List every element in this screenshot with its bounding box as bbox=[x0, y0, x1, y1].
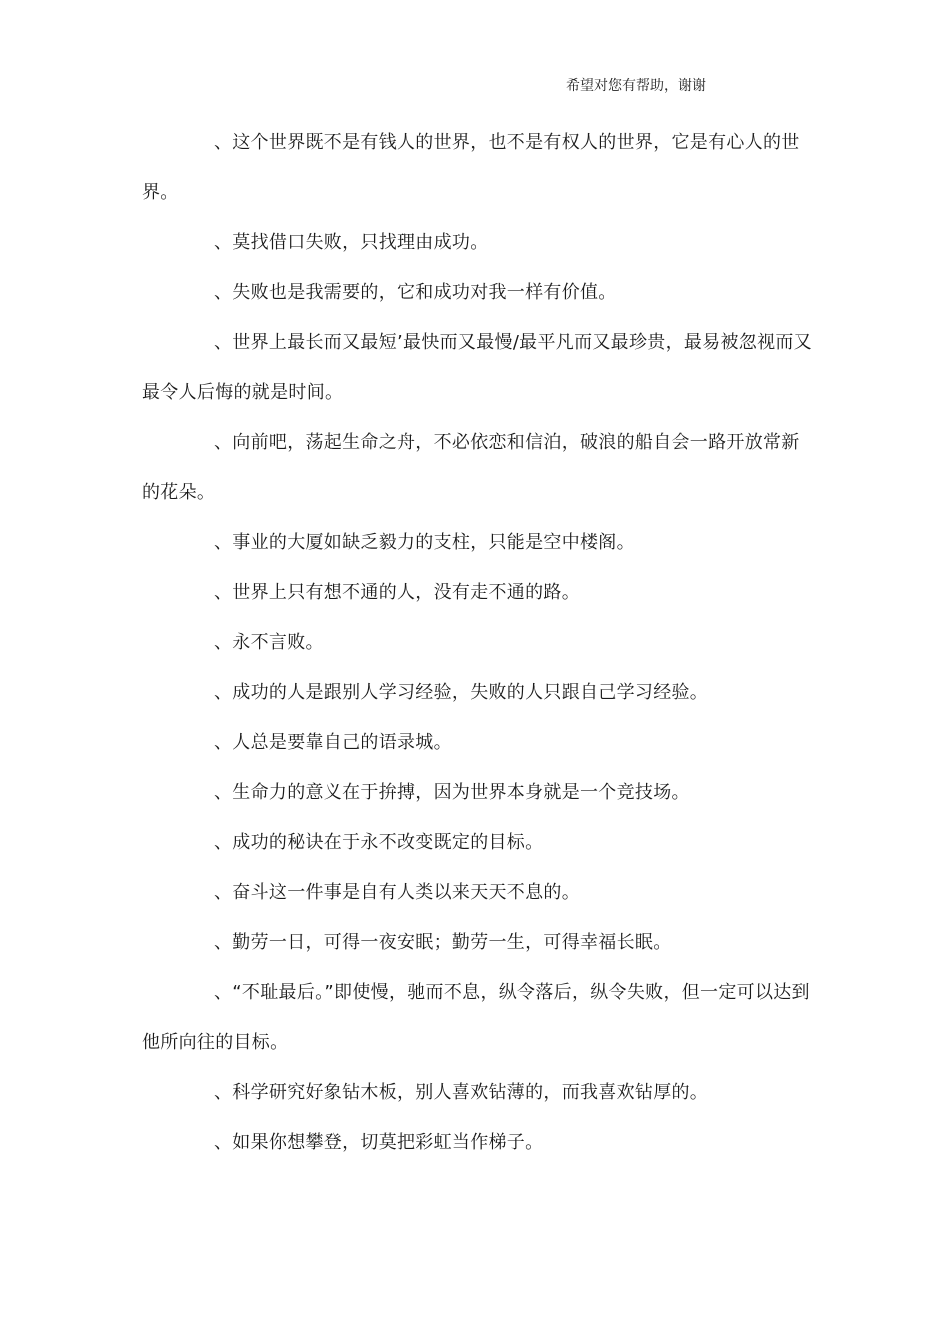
quote-paragraph: 、人总是要靠自己的语录城。 bbox=[214, 732, 452, 753]
quote-paragraph: 、勤劳一日，可得一夜安眠；勤劳一生，可得幸福长眠。 bbox=[214, 932, 672, 953]
quote-paragraph: 、失败也是我需要的，它和成功对我一样有价值。 bbox=[214, 282, 617, 303]
quote-paragraph: 、向前吧，荡起生命之舟，不必依恋和信泊，破浪的船自会一路开放常新的花朵。 bbox=[142, 432, 800, 503]
quote-paragraph: 、事业的大厦如缺乏毅力的支柱，只能是空中楼阁。 bbox=[214, 532, 635, 553]
quote-paragraph: 、生命力的意义在于拚搏，因为世界本身就是一个竞技场。 bbox=[214, 782, 690, 803]
quote-paragraph: 、如果你想攀登，切莫把彩虹当作梯子。 bbox=[214, 1132, 544, 1153]
quote-paragraph: 、科学研究好象钻木板，别人喜欢钻薄的，而我喜欢钻厚的。 bbox=[214, 1082, 709, 1103]
header-note: 希望对您有帮助，谢谢 bbox=[566, 78, 706, 94]
quote-paragraph: 、这个世界既不是有钱人的世界，也不是有权人的世界，它是有心人的世界。 bbox=[142, 132, 800, 203]
quote-paragraph: 、奋斗这一件事是自有人类以来天天不息的。 bbox=[214, 882, 580, 903]
quote-paragraph: 、成功的秘诀在于永不改变既定的目标。 bbox=[214, 832, 544, 853]
quote-paragraph: 、世界上只有想不通的人，没有走不通的路。 bbox=[214, 582, 580, 603]
quote-paragraph: 、世界上最长而又最短’最快而又最慢/最平凡而又最珍贵，最易被忽视而又最令人后悔的就是时间。 bbox=[142, 332, 812, 403]
quote-paragraph: 、永不言败。 bbox=[214, 632, 324, 653]
quote-paragraph: 、成功的人是跟别人学习经验，失败的人只跟自己学习经验。 bbox=[214, 682, 709, 703]
quote-paragraph: 、“不耻最后。”即使慢，驰而不息，纵令落后，纵令失败，但一定可以达到他所向往的目标。 bbox=[142, 982, 810, 1053]
quote-paragraph: 、莫找借口失败，只找理由成功。 bbox=[214, 232, 489, 253]
quote-list bbox=[142, 118, 812, 1168]
